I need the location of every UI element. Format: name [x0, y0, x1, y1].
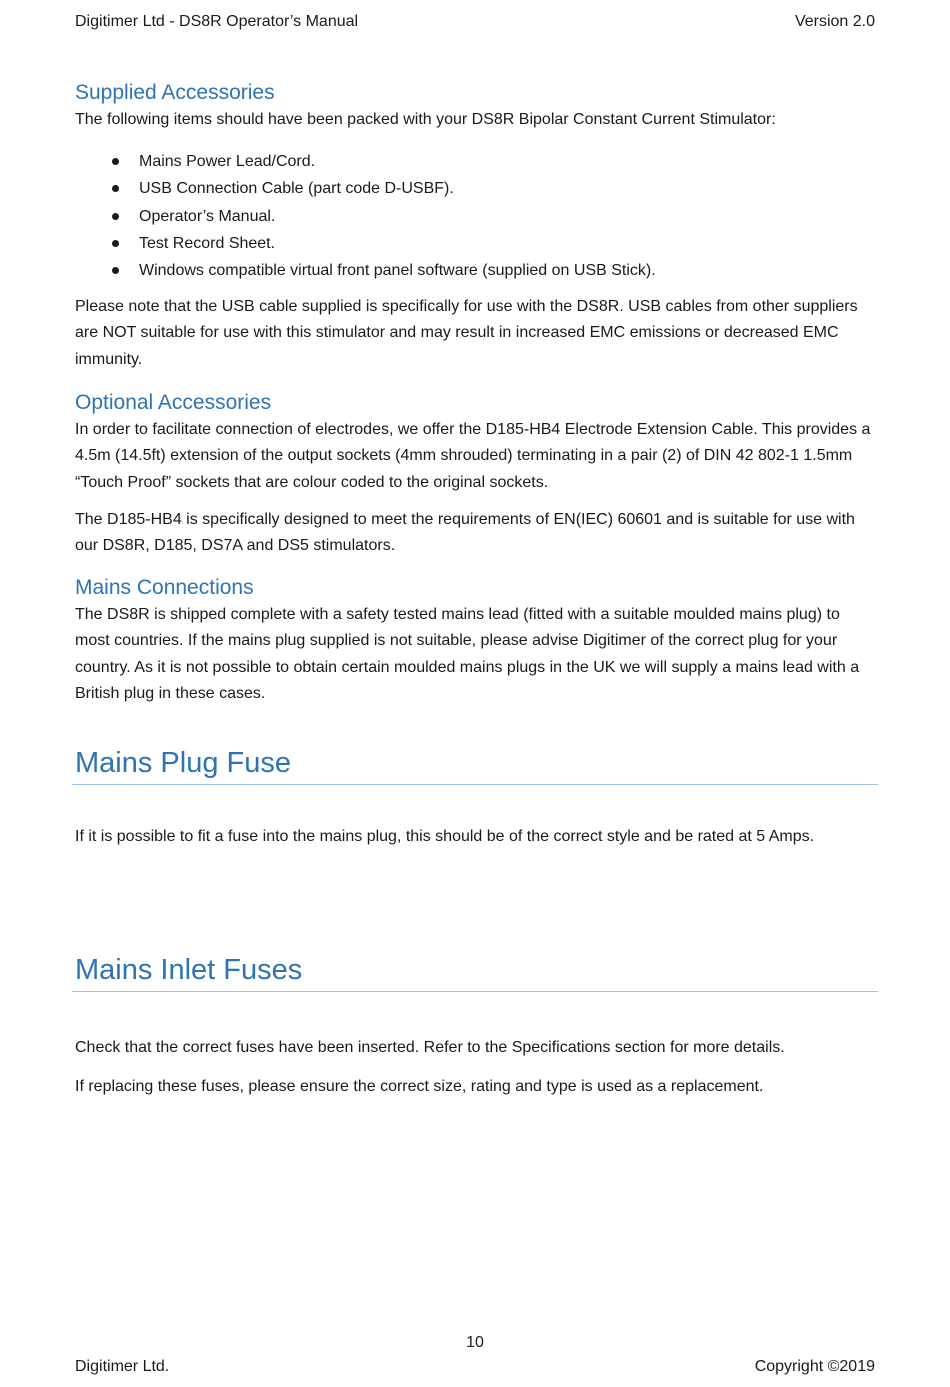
bullet-icon	[112, 213, 119, 220]
mains-connections-paragraph: The DS8R is shipped complete with a safety tested mains lead (fitted with a suitable moulded mains plug) to most countries. If the mains plug supplied is not suitable, please advise Digitimer of the correct plug for your country. As it is not possible to obtain certain moulded mains plugs in the UK we will supply a mains lead with a British plug in these cases.	[75, 606, 860, 702]
footer-copyright: Copyright ©2019	[754, 1358, 875, 1375]
mains-connections-heading: Mains Connections	[75, 576, 254, 599]
optional-accessories-paragraph-1: In order to facilitate connection of electrodes, we offer the D185-HB4 Electrode Extension Cable. This provides a 4.5m (14.5ft) extension of the output sockets (4mm shrouded) terminating in a pair (2) of DIN 42 802-1 1.5mm “Touch Proof” sockets that are colour coded to the original sockets.	[75, 421, 871, 491]
heading-underline	[72, 991, 878, 992]
list-item: Windows compatible virtual front panel software (supplied on USB Stick).	[75, 257, 656, 284]
mains-inlet-fuses-paragraph-2: If replacing these fuses, please ensure the correct size, rating and type is used as a replacement.	[75, 1078, 764, 1095]
supplied-accessories-heading: Supplied Accessories	[75, 81, 275, 104]
footer-company: Digitimer Ltd.	[75, 1358, 170, 1375]
bullet-icon	[112, 267, 119, 274]
mains-inlet-fuses-paragraph-1: Check that the correct fuses have been inserted. Refer to the Specifications section for more details.	[75, 1039, 785, 1056]
bullet-icon	[112, 158, 119, 165]
page-footer	[75, 1358, 875, 1376]
header-version: Version 2.0	[794, 13, 875, 30]
page-number: 10	[466, 1334, 484, 1351]
supplied-accessories-intro: The following items should have been packed with your DS8R Bipolar Constant Current Stimulator:	[75, 111, 776, 128]
bullet-icon	[112, 240, 119, 247]
list-item: USB Connection Cable (part code D-USBF).	[75, 175, 656, 202]
list-item: Mains Power Lead/Cord.	[75, 148, 656, 175]
header-title: Digitimer Ltd - DS8R Operator’s Manual	[75, 13, 359, 30]
page-header	[75, 13, 875, 37]
usb-cable-note: Please note that the USB cable supplied is specifically for use with the DS8R. USB cables from other suppliers are NOT suitable for use with this stimulator and may result in increased EMC emissions or decreased EMC immunity.	[75, 298, 858, 368]
bullet-icon	[112, 185, 119, 192]
list-item: Operator’s Manual.	[75, 203, 656, 230]
optional-accessories-heading: Optional Accessories	[75, 391, 272, 414]
supplied-accessories-list	[75, 148, 656, 284]
mains-inlet-fuses-heading: Mains Inlet Fuses	[75, 954, 303, 986]
optional-accessories-paragraph-2: The D185-HB4 is specifically designed to meet the requirements of EN(IEC) 60601 and is suitable for use with our DS8R, D185, DS7A and DS5 stimulators.	[75, 511, 855, 555]
mains-plug-fuse-paragraph: If it is possible to fit a fuse into the mains plug, this should be of the correct style and be rated at 5 Amps.	[75, 828, 815, 845]
mains-plug-fuse-heading: Mains Plug Fuse	[75, 747, 291, 779]
heading-underline	[72, 784, 878, 785]
list-item: Test Record Sheet.	[75, 230, 656, 257]
